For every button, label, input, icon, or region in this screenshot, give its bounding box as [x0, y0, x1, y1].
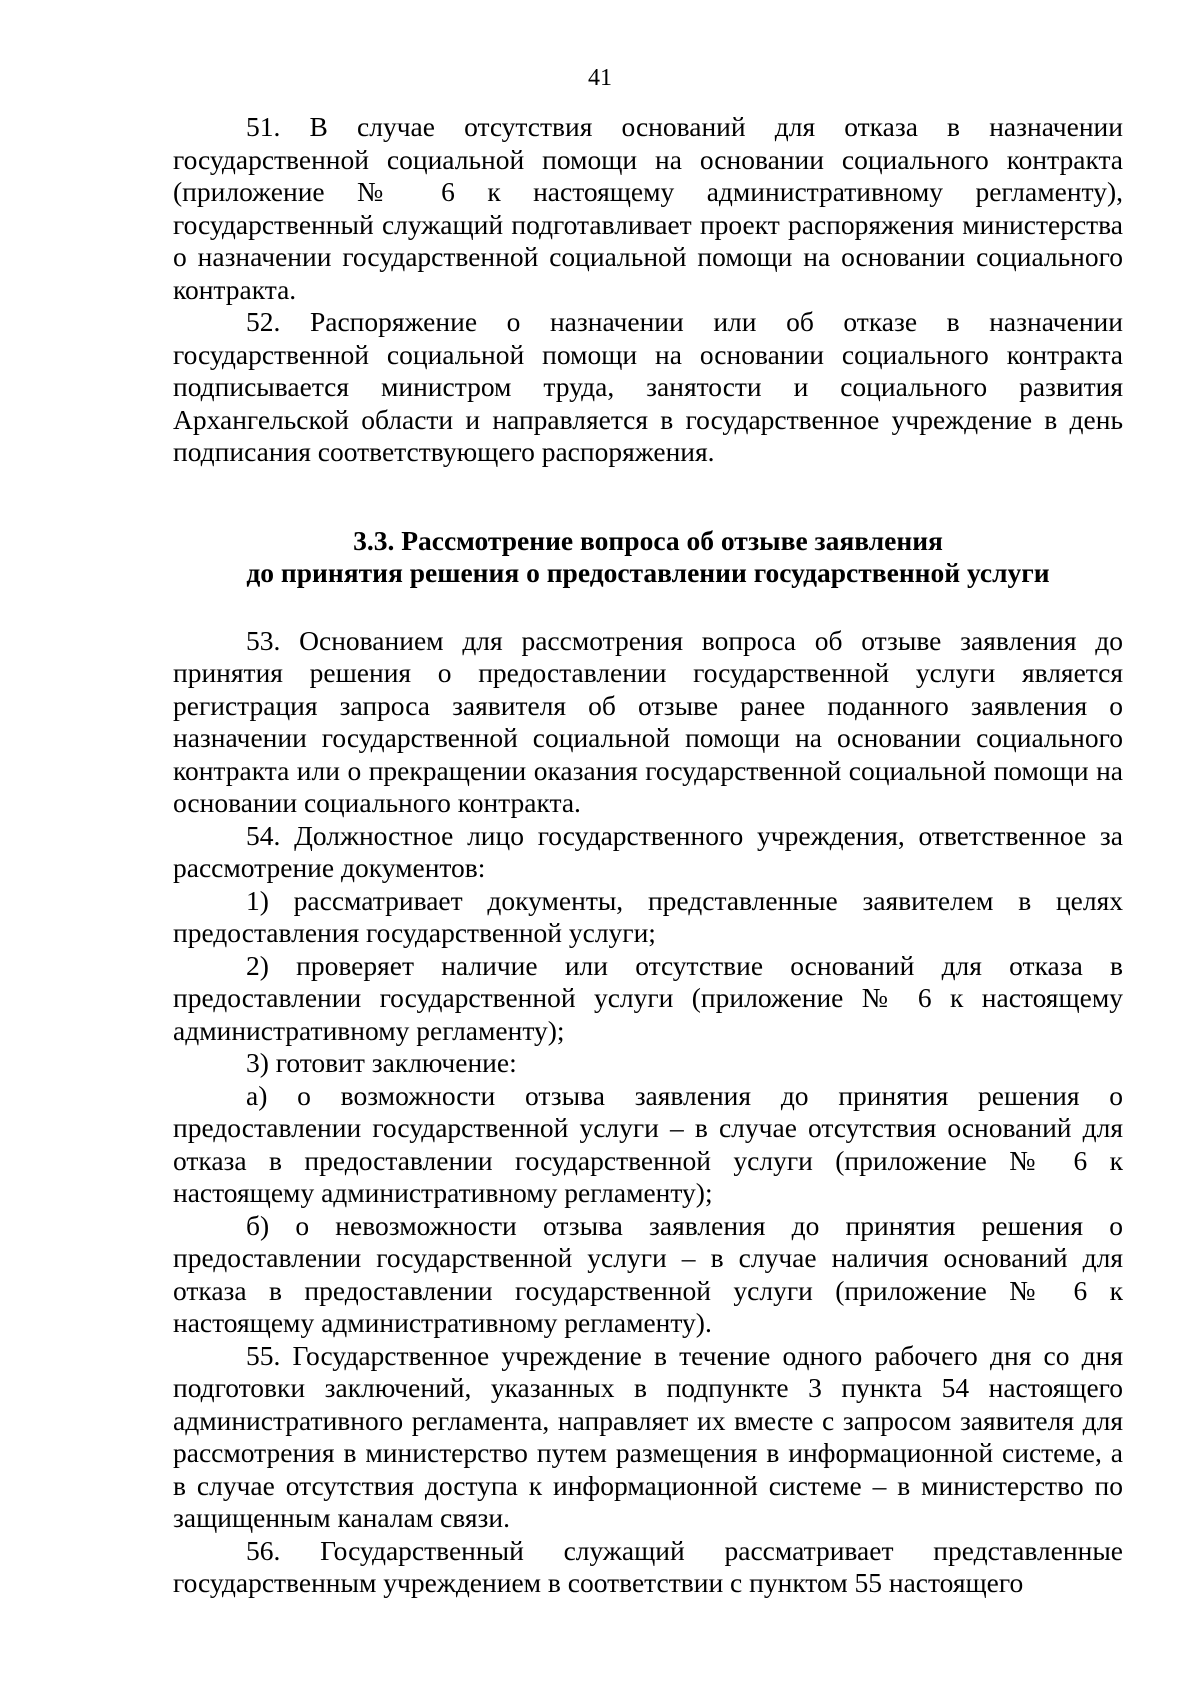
paragraph-54-item-3b: б) о невозможности отзыва заявления до принятия решения о предоставлении государственной услуги – в случае наличия оснований для отказа в предоставлении государственной услуги (приложение № 6 к настоящему административному регламенту).	[173, 1209, 1123, 1338]
paragraph-53: 53. Основанием для рассмотрения вопроса об отзыве заявления до принятия решения о предоставлении государственной услуги является регистрация запроса заявителя об отзыве ранее поданного заявления о назначении государственной социальной помощи на основании социального контракта или о прекращении оказания государственной социальной помощи на основании социального контракта.	[173, 624, 1123, 818]
section-heading	[173, 525, 1123, 589]
paragraph-51: 51. В случае отсутствия оснований для отказа в назначении государственной социальной помощи на основании социального контракта (приложение № 6 к настоящему административному регламенту), государственный служащий подготавливает проект распоряжения министерства о назначении государственной социальной помощи на основании социального контракта.	[173, 111, 1123, 305]
paragraph-54-item-1: 1) рассматривает документы, представленные заявителем в целях предоставления государственной услуги;	[173, 884, 1123, 948]
document-body	[173, 111, 1123, 1600]
paragraph-54-item-3a: а) о возможности отзыва заявления до принятия решения о предоставлении государственной услуги – в случае отсутствия оснований для отказа в предоставлении государственной услуги (приложение № 6 к настоящему административному регламенту);	[173, 1079, 1123, 1208]
paragraph-54: 54. Должностное лицо государственного учреждения, ответственное за рассмотрение документов:	[173, 819, 1123, 883]
paragraph-56: 56. Государственный служащий рассматривает представленные государственным учреждением в соответствии с пунктом 55 настоящего	[173, 1534, 1123, 1598]
paragraph-55: 55. Государственное учреждение в течение одного рабочего дня со дня подготовки заключений, указанных в подпункте 3 пункта 54 настоящего административного регламента, направляет их вместе с запросом заявителя для рассмотрения в министерство путем размещения в информационной системе, а в случае отсутствия доступа к информационной системе – в министерство по защищенным каналам связи.	[173, 1339, 1123, 1533]
section-heading-line-1: 3.3. Рассмотрение вопроса об отзыве заявления	[353, 524, 943, 556]
page-number: 41	[588, 65, 612, 91]
section-heading-line-2: до принятия решения о предоставлении государственной услуги	[246, 556, 1050, 588]
paragraph-54-item-3: 3) готовит заключение:	[246, 1047, 517, 1078]
paragraph-54-item-2: 2) проверяет наличие или отсутствие оснований для отказа в предоставлении государственной услуги (приложение № 6 к настоящему административному регламенту);	[173, 949, 1123, 1046]
paragraph-52: 52. Распоряжение о назначении или об отказе в назначении государственной социальной помощи на основании социального контракта подписывается министром труда, занятости и социального развития Архангельской области и направляется в государственное учреждение в день подписания соответствующего распоряжения.	[173, 306, 1123, 467]
